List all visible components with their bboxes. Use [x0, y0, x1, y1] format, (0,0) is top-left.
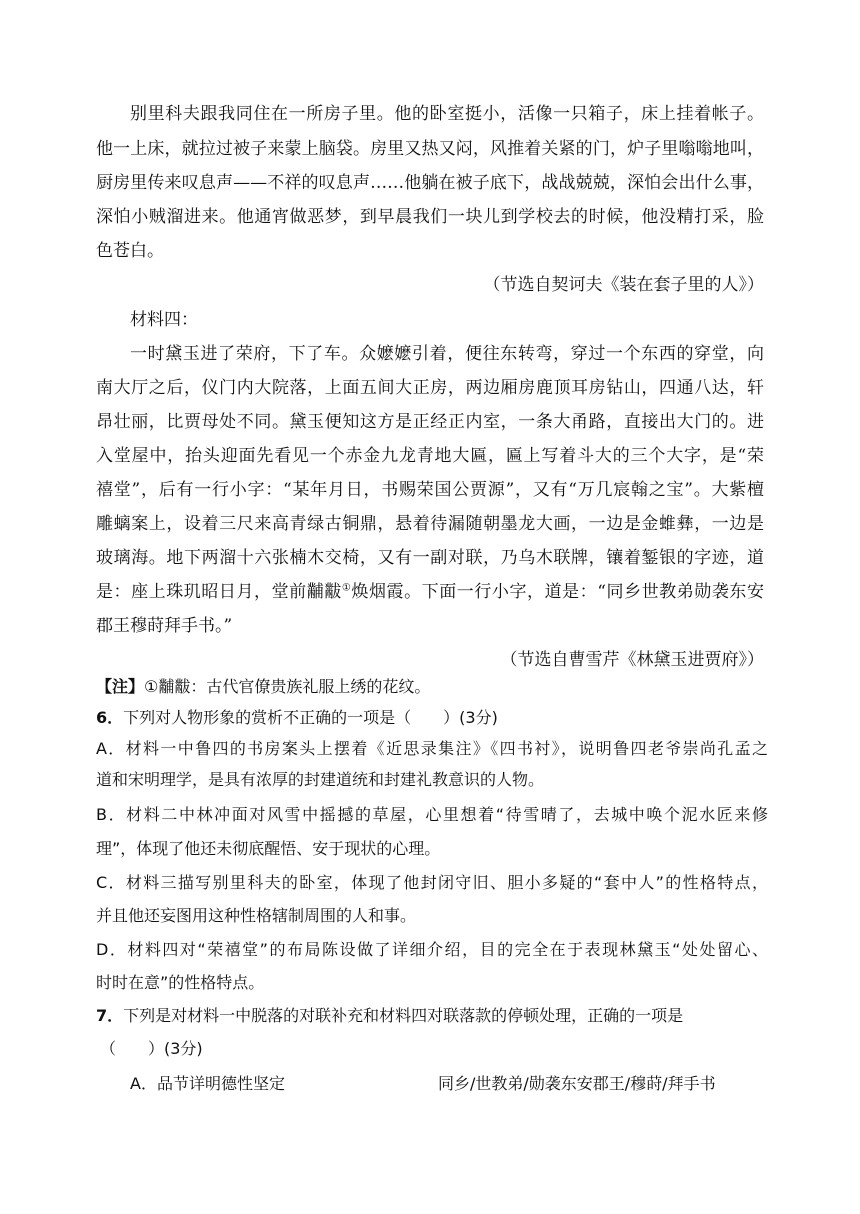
- footnote: [96, 675, 768, 699]
- question-7-number: 7．: [96, 1006, 124, 1025]
- passage4-line-8-part-a: 是：座上珠玑昭日月，堂前黼黻: [96, 582, 342, 602]
- passage4-source: （节选自曹雪芹《林黛玉进贾府》）: [500, 650, 764, 670]
- passage4-line-1: 一时黛玉进了荣府，下了车。众嬷嬷引着，便往东转弯，穿过一个东西的穿堂，向: [130, 344, 764, 364]
- passage4-line-2: 南大厅之后，仪门内大院落，上面五间大正房，两边厢房鹿顶耳房钻山，四通八达，轩: [96, 378, 764, 398]
- passage4-line-9: 郡王穆莳拜手书。”: [96, 616, 233, 636]
- passage3-line-4: 深怕小贼溜进来。他通宵做恶梦，到早晨我们一块儿到学校去的时候，他没精打采，脸: [96, 207, 764, 227]
- question-6-option-c-line-1: C．材料三描写别里科夫的卧室，体现了他封闭守旧、胆小多疑的“套中人”的性格特点，: [96, 873, 768, 892]
- question-6-option-d-line-1: D．材料四对“荣禧堂”的布局陈设做了详细介绍，目的完全在于表现林黛玉“处处留心、: [96, 940, 768, 959]
- question-6-option-a-line-2: 道和宋明理学，是具有浓厚的封建道统和封建礼教意识的人物。: [96, 770, 545, 789]
- question-6-number: 6．: [96, 708, 124, 727]
- question-6-option-a-line-1: A．材料一中鲁四的书房案头上摆着《近思录集注》《四书衬》，说明鲁四老爷崇尚孔孟之: [96, 739, 768, 758]
- question-7-text: 下列是对材料一中脱落的对联补充和材料四对联落款的停顿处理，正确的一项是: [123, 1006, 684, 1025]
- passage3-source: （节选自契诃夫《装在套子里的人》）: [483, 275, 764, 295]
- footnote-marker: ①: [341, 582, 352, 594]
- passage4-line-8: [96, 580, 764, 604]
- question-6-stem: [96, 706, 768, 730]
- passage4-line-8-part-b: 焕烟霞。下面一行小字，道是：“同乡世教弟勋袭东安: [351, 582, 764, 602]
- passage4-line-6: 雕螭案上，设着三尺来高青绿古铜鼎，悬着待漏随朝墨龙大画，一边是金蜼彝，一边是: [96, 514, 764, 534]
- passage4-line-7: 玻璃海。地下两溜十六张楠木交椅，又有一副对联，乃乌木联牌，镶着錾银的字迹，道: [96, 548, 764, 568]
- question-6-option-b-line-1: B．材料二中林冲面对风雪中摇撼的草屋，心里想着“待雪晴了，去城中唤个泥水匠来修: [96, 805, 768, 824]
- question-7-stem-line-2: （ ）(3分): [100, 1039, 203, 1058]
- passage4-line-3: 昂壮丽，比贾母处不同。黛玉便知这方是正经正内室，一条大甬路，直接出大门的。进: [96, 412, 764, 432]
- passage3-line-2: 他一上床，就拉过被子来蒙上脑袋。房里又热又闷，风推着关紧的门，炉子里嗡嗡地叫，: [96, 139, 764, 159]
- passage3-line-3: 厨房里传来叹息声——不祥的叹息声……他躺在被子底下，战战兢兢，深怕会出什么事，: [96, 173, 764, 193]
- passage4-line-4: 入堂屋中，抬头迎面先看见一个赤金九龙青地大匾，匾上写着斗大的三个大字，是“荣: [96, 446, 764, 466]
- question-7-option-a-pauses: 同乡/世教弟/勋袭东安郡王/穆莳/拜手书: [438, 1074, 716, 1093]
- material4-heading: 材料四：: [130, 310, 198, 330]
- question-6-option-d-line-2: 时时在意”的性格特点。: [96, 973, 265, 992]
- footnote-label: 【注】: [96, 677, 145, 696]
- footnote-text: ①黼黻：古代官僚贵族礼服上绣的花纹。: [144, 677, 431, 696]
- question-6-text: 下列对人物形象的赏析不正确的一项是（ ）(3分): [123, 708, 498, 727]
- question-7-stem: [96, 1004, 768, 1028]
- question-6-option-b-line-2: 理”，体现了他还未彻底醒悟、安于现状的心理。: [96, 839, 441, 858]
- question-6-option-c-line-2: 并且他还妄图用这种性格辖制周围的人和事。: [96, 906, 417, 925]
- passage3-line-1: 别里科夫跟我同住在一所房子里。他的卧室挺小，活像一只箱子，床上挂着帐子。: [130, 104, 764, 124]
- passage4-line-5: 禧堂”，后有一行小字：“某年月日，书赐荣国公贾源”，又有“万几宸翰之宝”。大紫檀: [96, 480, 764, 500]
- passage3-line-5: 色苍白。: [96, 241, 164, 261]
- question-7-option-a-couplet: A．品节详明德性坚定: [130, 1074, 285, 1093]
